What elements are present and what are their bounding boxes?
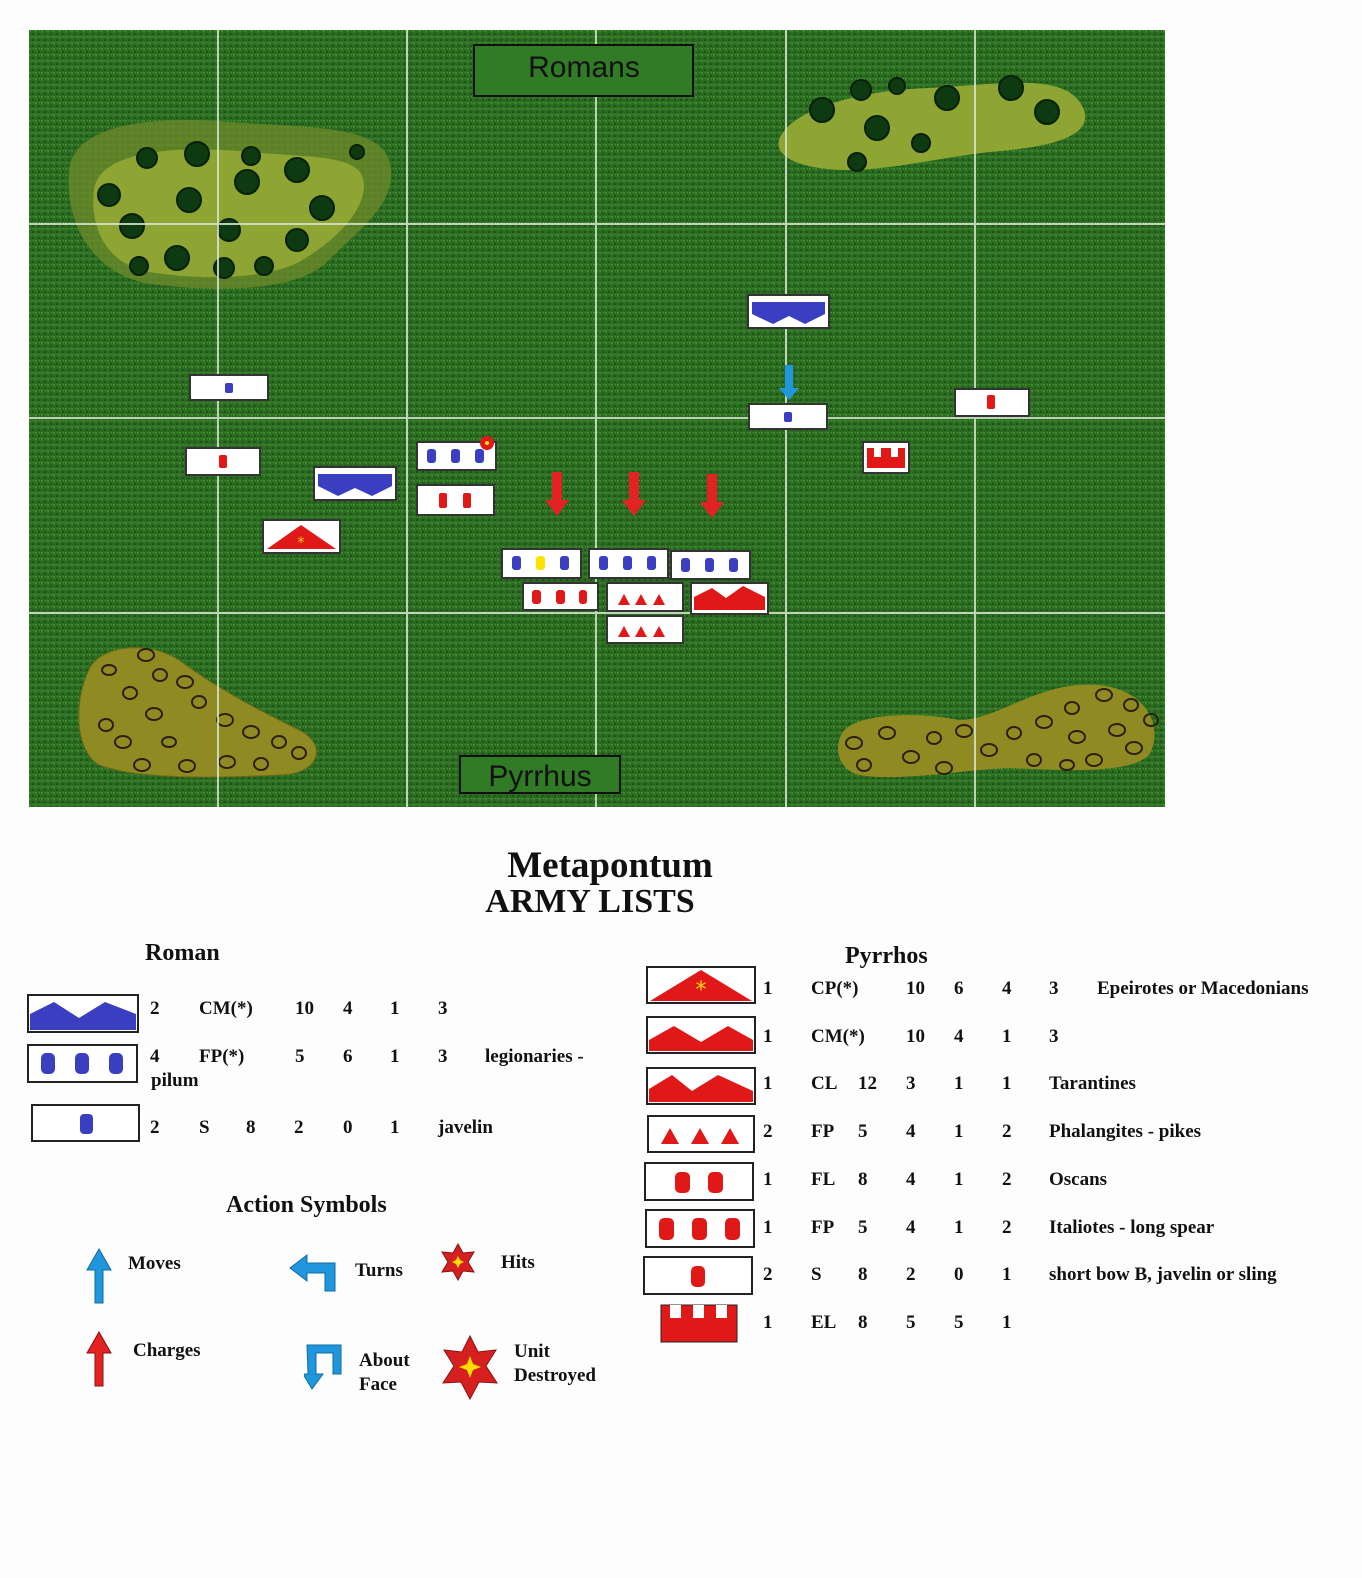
pyrrhos-row3-count: 1 [763, 1073, 773, 1094]
pyrrhic-skirmisher-icon [643, 1256, 753, 1301]
roman-row1-b: 4 [343, 998, 353, 1019]
pyrrhos-row4-b: 4 [906, 1121, 916, 1142]
pyrrhos-row7-note: short bow B, javelin or sling [1049, 1264, 1277, 1285]
battle-map-canvas [29, 30, 1165, 807]
pyrrhos-heading: Pyrrhos [845, 943, 928, 969]
pyrrhos-row1-count: 1 [763, 978, 773, 999]
pyrrhos-row5-count: 1 [763, 1169, 773, 1190]
map-pyrrhic-light-cavalry[interactable] [691, 583, 768, 614]
action-symbols-heading: Action Symbols [226, 1192, 387, 1218]
pyrrhus-label: Pyrrhus [488, 760, 592, 793]
map-roman-skirmisher-west[interactable] [190, 375, 268, 400]
roman-row3-b: 2 [294, 1117, 304, 1138]
roman-cavalry-icon [27, 994, 139, 1038]
roman-row3-d: 1 [390, 1117, 400, 1138]
pyrrhos-row3-note: Tarantines [1049, 1073, 1136, 1094]
pyrrhic-general-icon [646, 966, 756, 1009]
army-lists-title: ARMY LISTS [485, 883, 695, 920]
map-pyrrhic-elephant[interactable] [863, 442, 909, 473]
pyrrhos-row2-d: 3 [1049, 1026, 1059, 1047]
pyrrhos-row4-type: FP [811, 1121, 835, 1142]
romans-label-box [474, 45, 693, 96]
pyrrhos-row3-type: CL [811, 1073, 838, 1094]
pyrrhos-row2-count: 1 [763, 1026, 773, 1047]
pyrrhos-row8-d: 1 [1002, 1312, 1012, 1333]
pyrrhos-row8-b: 5 [906, 1312, 916, 1333]
pyrrhic-medium-cavalry-icon [646, 1016, 756, 1059]
hit-star-icon [439, 1243, 477, 1286]
pyrrhos-row2-c: 1 [1002, 1026, 1012, 1047]
pyrrhos-row1-b: 6 [954, 978, 964, 999]
roman-row3-a: 8 [246, 1117, 256, 1138]
about-label: About [359, 1350, 410, 1371]
pyrrhos-row7-d: 1 [1002, 1264, 1012, 1285]
pyrrhos-row5-c: 1 [954, 1169, 964, 1190]
battle-title: Metapontum [507, 845, 713, 886]
roman-row2-c: 1 [390, 1046, 400, 1067]
roman-row3-c: 0 [343, 1117, 353, 1138]
roman-skirmisher-icon [31, 1104, 141, 1147]
roman-row2-type: FP(*) [199, 1046, 245, 1067]
map-roman-legion-2[interactable] [589, 549, 668, 578]
map-pyrrhic-general[interactable] [263, 520, 340, 553]
map-roman-cavalry-west[interactable] [314, 467, 396, 500]
unit-label: Unit [514, 1341, 550, 1362]
roman-row3-note: javelin [438, 1117, 493, 1138]
pyrrhos-row4-count: 2 [763, 1121, 773, 1142]
roman-heading: Roman [145, 940, 220, 966]
map-roman-legion-1[interactable] [502, 549, 581, 578]
move-arrow-icon [86, 1248, 112, 1309]
pyrrhos-row4-note: Phalangites - pikes [1049, 1121, 1202, 1142]
roman-row1-c: 1 [390, 998, 400, 1019]
roman-legionaries-icon [27, 1044, 139, 1089]
oscan-icon [644, 1162, 754, 1207]
pyrrhos-row4-d: 2 [1002, 1121, 1012, 1142]
map-pyrrhic-skirmisher-east[interactable] [955, 389, 1029, 416]
pyrrhus-label-box [460, 756, 620, 793]
moves-label: Moves [128, 1253, 181, 1274]
map-pyrrhic-phalanx-2[interactable] [607, 616, 683, 643]
pyrrhos-row6-note: Italiotes - long spear [1049, 1217, 1215, 1238]
pyrrhic-light-cavalry-icon [646, 1067, 756, 1110]
pyrrhos-row3-b: 3 [906, 1073, 916, 1094]
pyrrhos-row2-a: 10 [906, 1026, 925, 1047]
map-pyrrhic-italiotes[interactable] [523, 583, 598, 610]
roman-row2-a: 5 [295, 1046, 305, 1067]
pyrrhos-row7-b: 2 [906, 1264, 916, 1285]
pyrrhos-row8-c: 5 [954, 1312, 964, 1333]
pyrrhos-row2-type: CM(*) [811, 1026, 865, 1047]
charge-arrow-icon [86, 1331, 112, 1392]
romans-label: Romans [528, 51, 640, 84]
pyrrhos-row3-a: 12 [858, 1073, 877, 1094]
face-label: Face [359, 1374, 397, 1395]
pyrrhos-row7-c: 0 [954, 1264, 964, 1285]
roman-row1-type: CM(*) [199, 998, 253, 1019]
turn-arrow-icon [289, 1254, 341, 1297]
pyrrhos-row7-type: S [811, 1264, 822, 1285]
destroyed-label: Destroyed [514, 1365, 596, 1386]
roman-row2-note-cont: pilum [151, 1070, 199, 1091]
pyrrhos-row5-d: 2 [1002, 1169, 1012, 1190]
pyrrhos-row6-a: 5 [858, 1217, 868, 1238]
map-roman-legion-3[interactable] [671, 551, 750, 579]
turns-label: Turns [355, 1260, 403, 1281]
roman-row2-b: 6 [343, 1046, 353, 1067]
pyrrhos-row4-a: 5 [858, 1121, 868, 1142]
battle-map [29, 30, 1165, 807]
pyrrhos-row1-a: 10 [906, 978, 925, 999]
pyrrhos-row6-count: 1 [763, 1217, 773, 1238]
unit-destroyed-star-icon [437, 1335, 503, 1406]
roman-row3-count: 2 [150, 1117, 160, 1138]
charges-label: Charges [133, 1340, 201, 1361]
map-roman-legion-west[interactable] [417, 436, 496, 470]
phalangite-icon [647, 1115, 755, 1158]
hits-label: Hits [501, 1252, 535, 1273]
pyrrhos-row1-note: Epeirotes or Macedonians [1097, 978, 1309, 999]
svg-text:*: * [297, 535, 305, 551]
pyrrhos-row5-b: 4 [906, 1169, 916, 1190]
pyrrhos-row7-a: 8 [858, 1264, 868, 1285]
elephant-icon [660, 1304, 738, 1349]
pyrrhos-row6-c: 1 [954, 1217, 964, 1238]
pyrrhos-row8-type: EL [811, 1312, 837, 1333]
map-pyrrhic-skirmisher-west[interactable] [186, 448, 260, 475]
pyrrhos-row3-c: 1 [954, 1073, 964, 1094]
roman-row3-type: S [199, 1117, 210, 1138]
roman-row2-d: 3 [438, 1046, 448, 1067]
pyrrhos-row5-note: Oscans [1049, 1169, 1108, 1190]
pyrrhos-row5-type: FL [811, 1169, 836, 1190]
map-pyrrhic-oscans[interactable] [417, 485, 494, 515]
pyrrhos-row6-type: FP [811, 1217, 835, 1238]
roman-row1-count: 2 [150, 998, 160, 1019]
roman-row2-count: 4 [150, 1046, 160, 1067]
pyrrhos-row8-count: 1 [763, 1312, 773, 1333]
pyrrhos-row3-d: 1 [1002, 1073, 1012, 1094]
pyrrhos-row5-a: 8 [858, 1169, 868, 1190]
roman-row1-a: 10 [295, 998, 314, 1019]
map-roman-cavalry-north[interactable] [748, 295, 829, 328]
pyrrhos-row1-type: CP(*) [811, 978, 859, 999]
pyrrhos-row1-d: 3 [1049, 978, 1059, 999]
roman-row1-d: 3 [438, 998, 448, 1019]
about-face-arrow-icon [304, 1344, 344, 1395]
roman-row2-note: legionaries - [485, 1046, 584, 1067]
pyrrhos-row1-c: 4 [1002, 978, 1012, 999]
pyrrhos-row2-b: 4 [954, 1026, 964, 1047]
pyrrhos-row6-d: 2 [1002, 1217, 1012, 1238]
map-roman-skirmisher-center[interactable] [749, 404, 827, 429]
map-pyrrhic-phalanx-1[interactable] [607, 583, 683, 611]
pyrrhos-row8-a: 8 [858, 1312, 868, 1333]
svg-text:*: * [695, 978, 707, 1003]
pyrrhos-row7-count: 2 [763, 1264, 773, 1285]
pyrrhos-row4-c: 1 [954, 1121, 964, 1142]
italiote-icon [645, 1209, 755, 1254]
pyrrhos-row6-b: 4 [906, 1217, 916, 1238]
